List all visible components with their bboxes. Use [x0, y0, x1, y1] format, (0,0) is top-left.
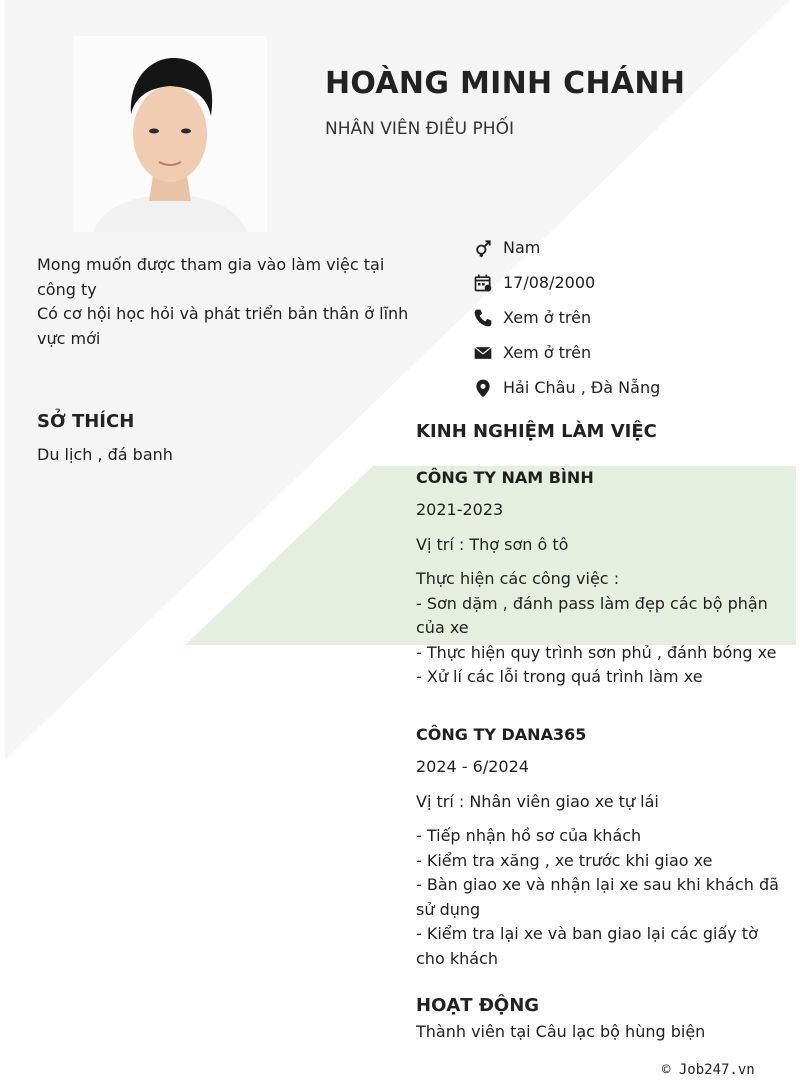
job-detail-line: - Xử lí các lỗi trong quá trình làm xe — [416, 667, 703, 686]
company-name: CÔNG TY DANA365 — [416, 725, 587, 744]
contact-address — [472, 370, 660, 405]
job-detail-line: - Sơn dặm , đánh pass làm đẹp các bộ phận của xe — [416, 593, 768, 637]
job-detail-line: - Bàn giao xe và nhận lại xe sau khi khách đã sử dụng — [416, 875, 779, 919]
hobbies-heading: SỞ THÍCH — [37, 411, 135, 432]
work-period: 2021-2023 — [416, 500, 504, 519]
job-position: Vị trí : Nhân viên giao xe tự lái — [416, 791, 659, 811]
experience-heading: KINH NGHIỆM LÀM VIỆC — [416, 421, 657, 442]
location-pin-icon — [472, 377, 494, 399]
job-details — [416, 567, 786, 690]
candidate-title: NHÂN VIÊN ĐIỀU PHỐI — [325, 119, 514, 139]
objective-line: Mong muốn được tham gia vào làm việc tại công ty — [37, 255, 385, 299]
job-position: Vị trí : Thợ sơn ô tô — [416, 534, 569, 554]
contact-phone — [472, 300, 660, 335]
activities-heading: HOẠT ĐỘNG — [416, 995, 540, 1016]
contact-info — [472, 230, 660, 405]
gender-icon — [472, 237, 494, 259]
birthday-value: 17/08/2000 — [503, 273, 596, 292]
mail-icon — [472, 342, 494, 364]
email-value[interactable]: Xem ở trên — [503, 343, 592, 362]
job-details — [416, 824, 786, 971]
objective-line: Có cơ hội học hỏi và phát triển bản thân ở lĩnh vực mới — [37, 304, 409, 348]
work-period: 2024 - 6/2024 — [416, 757, 529, 776]
experience-item — [416, 725, 786, 971]
contact-birthday — [472, 265, 660, 300]
phone-value[interactable]: Xem ở trên — [503, 308, 592, 327]
job-detail-line: - Tiếp nhận hồ sơ của khách — [416, 826, 642, 845]
job-detail-line: - Kiểm tra xăng , xe trước khi giao xe — [416, 850, 713, 870]
contact-email — [472, 335, 660, 370]
experience-item — [416, 468, 786, 690]
gender-value: Nam — [503, 238, 541, 257]
activities-text: Thành viên tại Câu lạc bộ hùng biện — [416, 1022, 706, 1041]
career-objective — [37, 253, 417, 351]
company-name: CÔNG TY NAM BÌNH — [416, 468, 594, 487]
profile-photo — [73, 36, 267, 232]
contact-gender — [472, 230, 660, 265]
candidate-name: HOÀNG MINH CHÁNH — [325, 66, 686, 101]
phone-icon — [472, 307, 494, 329]
calendar-icon — [472, 272, 494, 294]
footer-credit: © Job247.vn — [662, 1062, 755, 1078]
job-detail-line: Thực hiện các công việc : — [416, 569, 620, 588]
hobbies-text: Du lịch , đá banh — [37, 445, 173, 464]
address-value: Hải Châu , Đà Nẵng — [503, 378, 661, 397]
job-detail-line: - Kiểm tra lại xe và ban giao lại các giấy tờ cho khách — [416, 924, 758, 968]
job-detail-line: - Thực hiện quy trình sơn phủ , đánh bóng xe — [416, 642, 777, 662]
